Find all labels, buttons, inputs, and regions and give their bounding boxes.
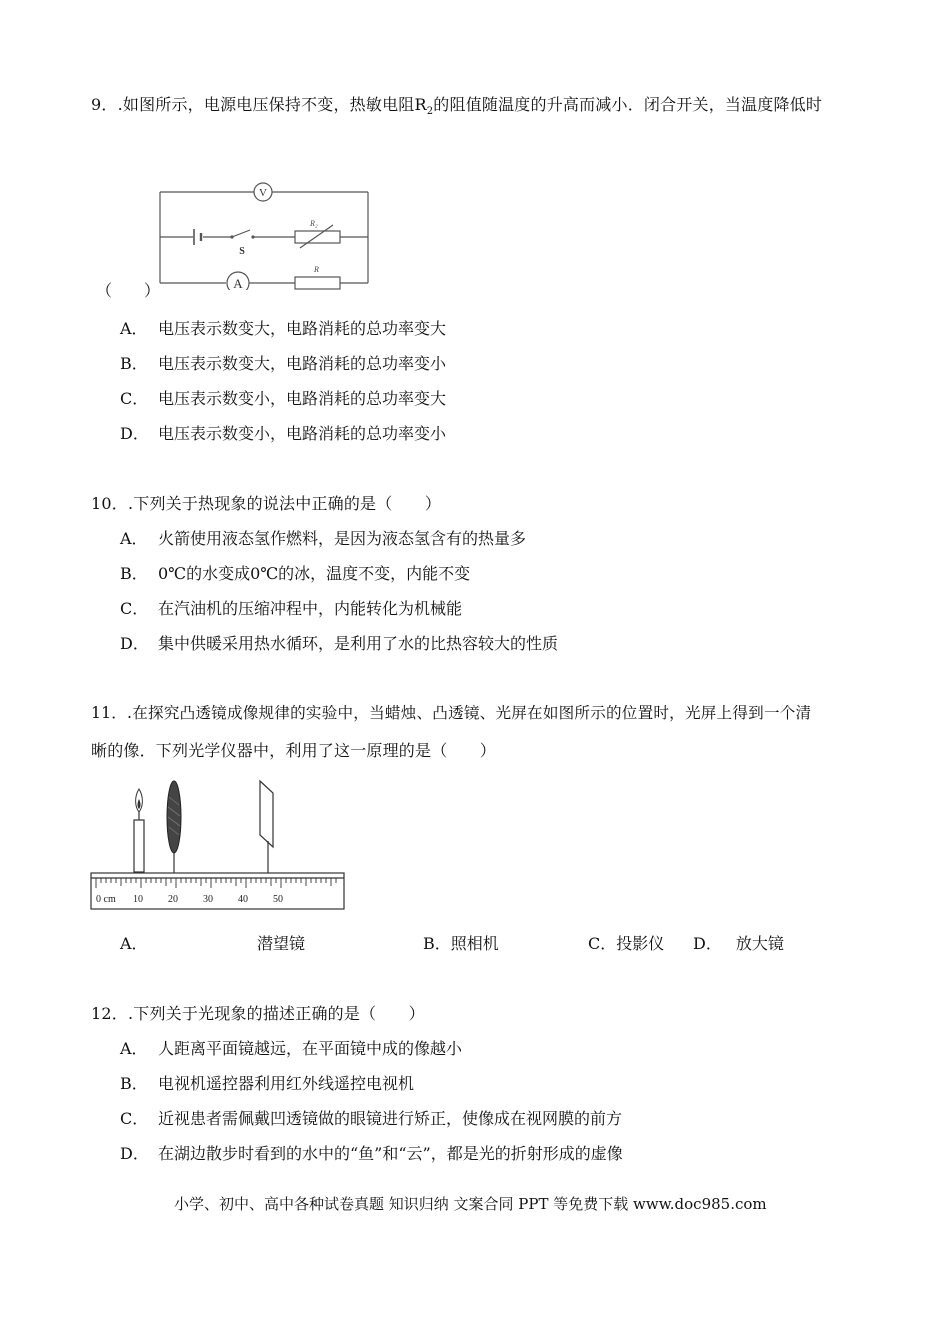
switch-label: S — [239, 246, 245, 257]
option-label: C． — [120, 389, 149, 408]
option-text: 放大镜 — [735, 934, 784, 953]
q12-option-a — [120, 1036, 462, 1059]
option-label: A． — [120, 1039, 148, 1058]
q10-stem: 10．.下列关于热现象的说法中正确的是（ ） — [91, 494, 442, 513]
option-text: 人距离平面镜越远，在平面镜中成的像越小 — [158, 1039, 463, 1058]
q12-option-c — [120, 1106, 622, 1129]
option-label: D． — [120, 634, 149, 653]
option-text: 0℃的水变成0℃的冰，温度不变，内能不变 — [158, 564, 471, 583]
q9-r-symbol: R — [414, 95, 427, 114]
option-text: 电压表示数变小，电路消耗的总功率变小 — [158, 424, 447, 443]
q11-stem-line2: 晰的像．下列光学仪器中，利用了这一原理的是（ ） — [91, 741, 497, 760]
ruler-label-50: 50 — [273, 894, 283, 905]
option-label: C． — [120, 599, 149, 618]
ruler-label-20: 20 — [168, 894, 178, 905]
voltmeter-label: V — [259, 187, 267, 199]
q9-option-c — [120, 386, 446, 409]
option-label: C． — [120, 1109, 149, 1128]
option-label: D． — [693, 934, 722, 953]
r-label: R — [314, 265, 319, 274]
q11-option-a-text: 潜望镜 — [257, 934, 306, 953]
q10-option-d — [120, 631, 558, 654]
option-text: 电压表示数变小，电路消耗的总功率变大 — [158, 389, 447, 408]
q11-option-b — [423, 931, 499, 954]
r2-label: R₂ — [310, 219, 318, 228]
option-label: A． — [120, 529, 148, 548]
option-text: 在汽油机的压缩冲程中，内能转化为机械能 — [158, 599, 463, 618]
option-text: 集中供暖采用热水循环，是利用了水的比热容较大的性质 — [158, 634, 559, 653]
q10-option-b — [120, 561, 470, 584]
option-text: 投影仪 — [616, 934, 665, 953]
q9-number: 9． — [91, 95, 118, 114]
q9-r-subscript: 2 — [426, 106, 434, 118]
q9-stem — [91, 92, 822, 117]
option-label: D． — [120, 424, 149, 443]
option-label: A． — [120, 934, 148, 953]
q9-option-b — [120, 351, 446, 374]
q9-stem-b: 的阻值随温度的升高而减小．闭合开关，当温度降低时 — [433, 95, 823, 114]
option-label: A． — [120, 319, 148, 338]
option-label: B． — [120, 354, 148, 373]
q12-stem: 12．.下列关于光现象的描述正确的是（ ） — [91, 1004, 425, 1023]
option-label: D． — [120, 1144, 149, 1163]
ruler-label-0: 0 cm — [96, 894, 116, 905]
q9-option-d — [120, 421, 446, 444]
q11-option-c — [588, 931, 664, 954]
option-text: 照相机 — [450, 934, 499, 953]
q9-circuit-diagram — [150, 175, 375, 290]
option-text: 电视机遥控器利用红外线遥控电视机 — [158, 1074, 415, 1093]
q9-stem-a: .如图所示，电源电压保持不变，热敏电阻 — [117, 95, 415, 114]
q9-option-a — [120, 316, 446, 339]
q11-option-a — [120, 931, 148, 954]
q10-option-a — [120, 526, 526, 549]
option-label: B． — [120, 1074, 148, 1093]
option-text: 火箭使用液态氢作燃料，是因为液态氢含有的热量多 — [158, 529, 527, 548]
ammeter-label: A — [233, 276, 243, 290]
q11-optical-bench-diagram — [88, 775, 350, 915]
option-text: 电压表示数变大，电路消耗的总功率变小 — [158, 354, 447, 373]
option-label: B． — [423, 934, 451, 953]
q11-stem-line1: 11．.在探究凸透镜成像规律的实验中，当蜡烛、凸透镜、光屏在如图所示的位置时，光屏上得到一个清 — [91, 704, 812, 722]
q9-answer-paren: （ ） — [96, 281, 161, 300]
q10-option-c — [120, 596, 462, 619]
ruler-label-30: 30 — [203, 894, 213, 905]
option-text: 近视患者需佩戴凹透镜做的眼镜进行矫正，使像成在视网膜的前方 — [158, 1109, 623, 1128]
q11-option-d — [693, 931, 784, 954]
option-text: 电压表示数变大，电路消耗的总功率变大 — [158, 319, 447, 338]
q12-option-b — [120, 1071, 414, 1094]
option-text: 在湖边散步时看到的水中的“鱼”和“云”，都是光的折射形成的虚像 — [158, 1144, 623, 1163]
q12-option-d — [120, 1141, 623, 1164]
option-label: C． — [588, 934, 617, 953]
ruler-label-10: 10 — [133, 894, 143, 905]
option-label: B． — [120, 564, 148, 583]
ruler-label-40: 40 — [238, 894, 248, 905]
page-footer: 小学、初中、高中各种试卷真题 知识归纳 文案合同 PPT 等免费下载 www.doc985.com — [174, 1195, 767, 1213]
